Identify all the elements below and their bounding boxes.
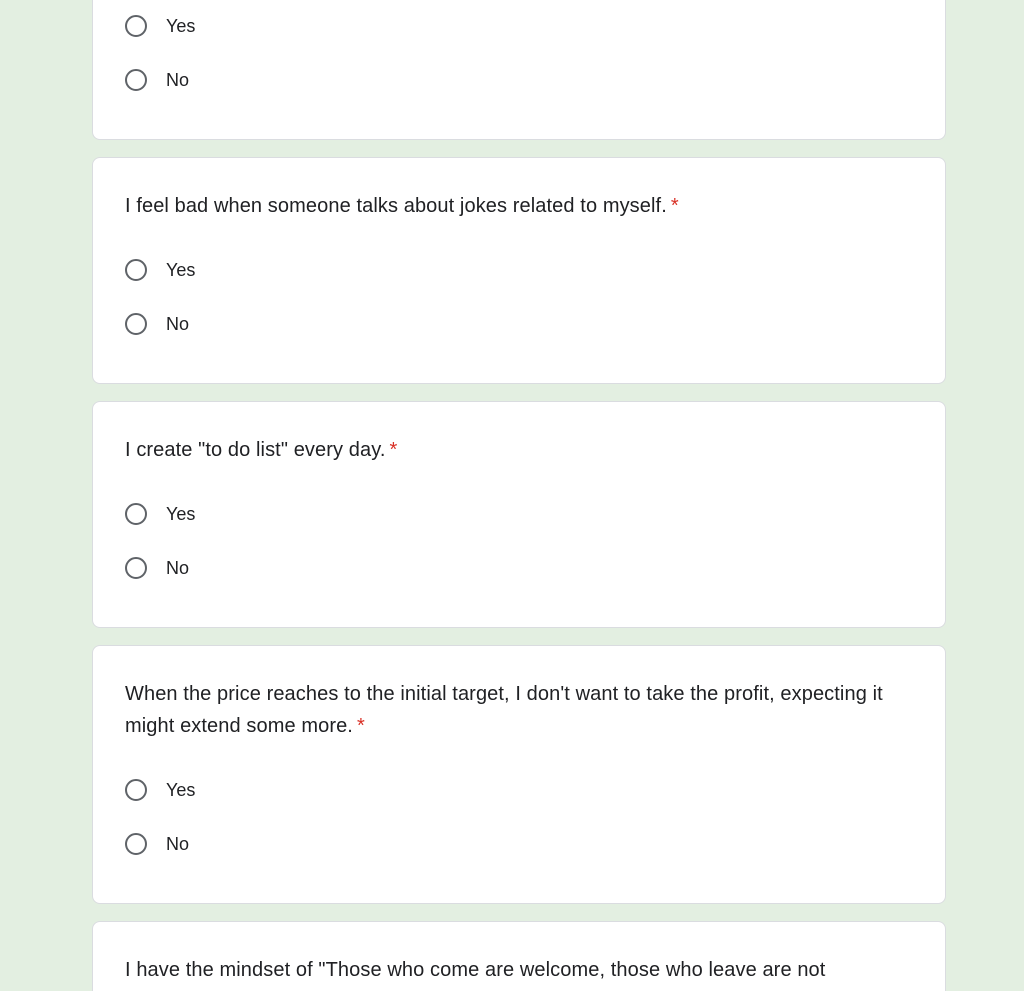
- required-asterisk: *: [356, 715, 365, 737]
- radio-button-icon[interactable]: [125, 69, 147, 91]
- question-text: I feel bad when someone talks about jokes related to myself.: [125, 195, 667, 217]
- question-title: [125, 678, 905, 742]
- option-label: Yes: [166, 503, 196, 524]
- question-card: [92, 157, 946, 384]
- question-card: [92, 921, 946, 991]
- option-label: No: [166, 313, 190, 334]
- radio-button-icon[interactable]: [125, 557, 147, 579]
- question-card: [92, 401, 946, 628]
- radio-button-icon[interactable]: [125, 259, 147, 281]
- option-no[interactable]: [125, 554, 189, 582]
- option-no[interactable]: [125, 66, 189, 94]
- option-no[interactable]: [125, 830, 189, 858]
- radio-button-icon[interactable]: [125, 503, 147, 525]
- radio-button-icon[interactable]: [125, 833, 147, 855]
- option-yes[interactable]: [125, 776, 195, 804]
- question-text: When the price reaches to the initial target, I don't want to take the profit, expecting it might extend some more.: [125, 683, 883, 737]
- radio-button-icon[interactable]: [125, 779, 147, 801]
- option-label: Yes: [166, 15, 196, 36]
- question-title: [125, 954, 925, 986]
- option-label: No: [166, 69, 190, 90]
- question-text: I have the mindset of "Those who come are welcome, those who leave are not: [125, 959, 826, 981]
- required-asterisk: *: [670, 195, 679, 217]
- option-label: No: [166, 833, 190, 854]
- option-label: No: [166, 557, 190, 578]
- option-label: Yes: [166, 779, 196, 800]
- question-text: I create "to do list" every day.: [125, 439, 386, 461]
- option-yes[interactable]: [125, 256, 195, 284]
- question-title: [125, 190, 905, 222]
- option-yes[interactable]: [125, 500, 195, 528]
- question-card: [92, 0, 946, 140]
- option-label: Yes: [166, 259, 196, 280]
- question-title: [125, 434, 905, 466]
- question-card: [92, 645, 946, 904]
- radio-button-icon[interactable]: [125, 15, 147, 37]
- option-yes[interactable]: [125, 12, 195, 40]
- radio-button-icon[interactable]: [125, 313, 147, 335]
- option-no[interactable]: [125, 310, 189, 338]
- required-asterisk: *: [389, 439, 398, 461]
